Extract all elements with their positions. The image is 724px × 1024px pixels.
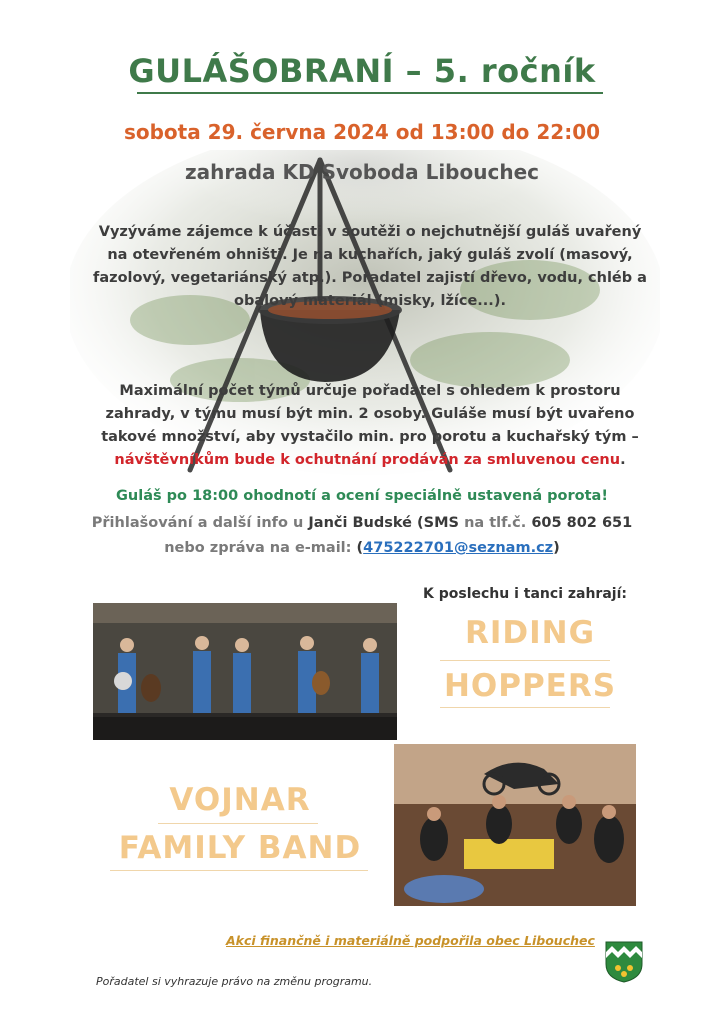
- email-link[interactable]: 475222701@seznam.cz: [363, 540, 554, 556]
- band-underline: [158, 823, 318, 824]
- page-title: GULÁŠOBRANÍ – 5. ročník: [128, 52, 596, 90]
- band-underline: [440, 660, 610, 661]
- intro-line: Vyzýváme zájemce k účasti v soutěži o nejchutnější guláš uvařený: [98, 224, 642, 240]
- municipal-crest-icon: [604, 940, 644, 984]
- price-notice: návštěvníkům bude k ochutnání prodáván za smluvenou cenu: [114, 452, 621, 468]
- sponsor-note: Akci finančně i materiálně podpořila obec Libouchec: [226, 933, 595, 948]
- rules-paragraph: [90, 380, 650, 472]
- jury-notice: Guláš po 18:00 ohodnotí a ocení speciálně ustavená porota!: [116, 488, 608, 504]
- intro-line: fazolový, vegetariánský atp.). Pořadatel zajistí dřevo, vodu, chléb a: [93, 270, 647, 286]
- band-name-vojnar: VOJNAR: [169, 782, 311, 818]
- band-underline: [110, 870, 368, 871]
- title-underline: [137, 92, 603, 94]
- contact-phone: 605 802 651: [531, 515, 633, 531]
- event-venue: zahrada KD Svoboda Libouchec: [185, 160, 539, 184]
- contact-email-line: nebo zpráva na e-mail: (475222701@seznam.cz): [164, 540, 560, 556]
- contact-name: Janči Budské: [308, 515, 412, 531]
- band-photo-stage: [93, 603, 397, 740]
- band-underline: [440, 707, 610, 708]
- intro-line: obalový materiál (misky, lžíce...).: [234, 293, 506, 309]
- footer-note: Pořadatel si vyhrazuje právo na změnu programu.: [96, 975, 373, 988]
- intro-line: na otevřeném ohništi. Je na kuchařích, jaký guláš zvolí (masový,: [107, 247, 633, 263]
- contact-line: Přihlašování a další info u Janči Budské (SMS na tlf.č. 605 802 651: [91, 515, 633, 531]
- band-name-family-band: FAMILY BAND: [118, 830, 362, 866]
- rules-line: takové množství, aby vystačilo min. pro porotu a kuchařský tým –: [101, 429, 639, 445]
- intro-paragraph: [90, 221, 650, 313]
- event-date: sobota 29. června 2024 od 13:00 do 22:00: [123, 120, 601, 144]
- band-photo-pub: [394, 744, 636, 906]
- band-name-hoppers: HOPPERS: [443, 668, 617, 704]
- rules-line: zahrady, v týmu musí být min. 2 osoby. Guláše musí být uvařeno: [105, 406, 635, 422]
- bands-heading: K poslechu i tanci zahrají:: [423, 586, 627, 602]
- rules-line: návštěvníkům bude k ochutnání prodáván za smluvenou cenu.: [114, 452, 626, 468]
- rules-line: Maximální počet týmů určuje pořadatel s ohledem k prostoru: [119, 383, 621, 399]
- band-name-riding: RIDING: [464, 615, 596, 651]
